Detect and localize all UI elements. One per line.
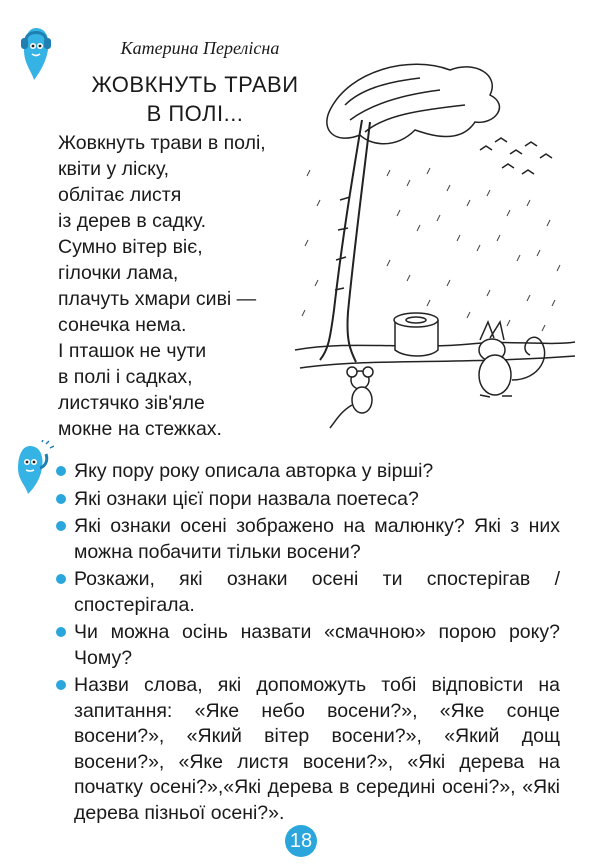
question-list [56,459,560,828]
bullet-icon [56,521,66,531]
poem-line: листячко зів'яле [58,392,205,414]
poem-line: із дерев в садку. [58,210,207,232]
question-text: Назви слова, які допоможуть тобі відповісти на запитання: «Яке небо восени?», «Яке сонце восени?», «Який вітер восени?», «Який дощ восени?», «Яке листя восени?», «Які дерева на початку осені?»,«Які дерева в середині осені?», «Які дерева пізньої осені?». [74,674,560,824]
poem-line: Жовкнуть трави в полі, [58,132,266,154]
bullet-icon [56,680,66,690]
poem-line: І пташок не чути [58,340,207,362]
question-item [56,459,560,485]
question-item [56,487,560,513]
poem-title-line: В ПОЛІ... [146,101,244,126]
question-text: Яку пору року описала авторка у вірші? [74,460,434,482]
poem-line: сонечка нема. [58,314,187,336]
page-number: 18 [285,825,317,857]
thinking-mascot-icon [10,440,54,498]
question-item [56,514,560,565]
poem-text [58,130,298,442]
question-text: Які ознаки осені зображено на малюнку? Які з них можна побачити тільки восени? [74,515,560,563]
autumn-illustration [290,50,580,430]
bullet-icon [56,574,66,584]
bullet-icon [56,494,66,504]
poem-line: гілочки лама, [58,262,179,284]
poem-author: Катерина Перелісна [120,38,280,58]
question-item [56,673,560,826]
poem-title-line: ЖОВКНУТЬ ТРАВИ [91,72,299,97]
poem-line: квіти у ліску, [58,158,170,180]
poem-line: плачуть хмари сиві — [58,288,257,310]
poem-line: Сумно вітер віє, [58,236,203,258]
listening-mascot-icon [14,22,58,84]
question-item [56,620,560,671]
poem-line: мокне на стежках. [58,418,222,440]
question-text: Які ознаки цієї пори назвала поетеса? [74,487,419,510]
question-text: Розкажи, які ознаки осені ти спостерігав / спостерігала. [74,568,560,616]
bullet-icon [56,466,66,476]
question-item [56,567,560,618]
bullet-icon [56,627,66,637]
poem-line: облітає листя [58,184,182,206]
question-text: Чи можна осінь назвати «смачною» порою року? Чому? [74,621,560,669]
poem-line: в полі і садках, [58,366,193,388]
